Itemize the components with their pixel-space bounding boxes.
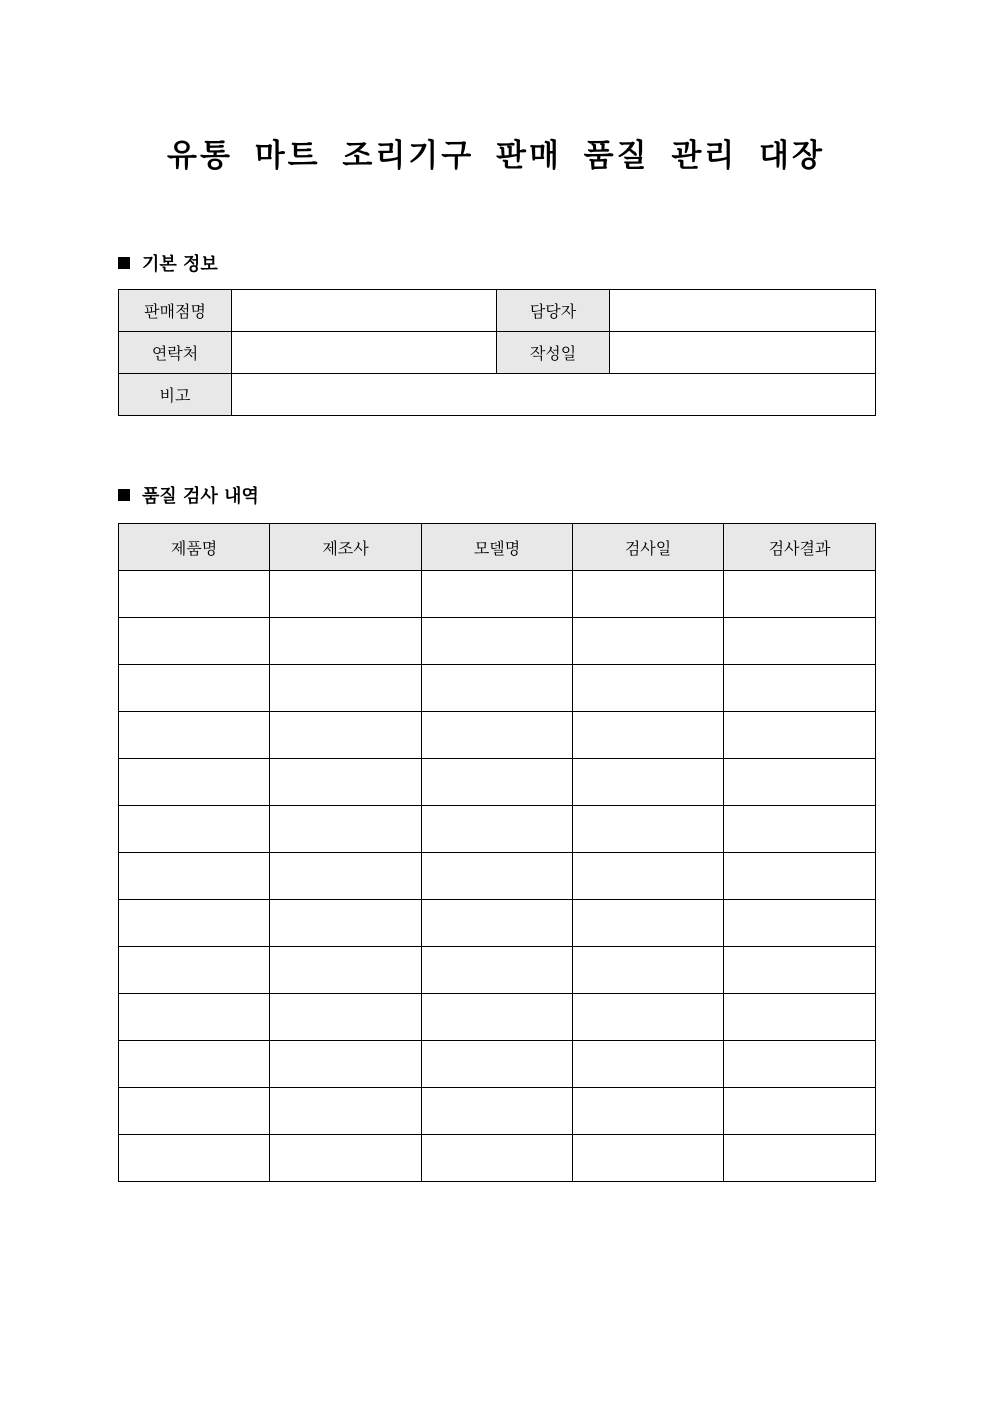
quality-table-body (119, 571, 876, 1182)
quality-heading: 품질 검사 내역 (142, 486, 259, 507)
inspection-result-cell[interactable] (724, 853, 876, 900)
product-name-cell[interactable] (119, 947, 270, 994)
product-name-cell[interactable] (119, 571, 270, 618)
table-row (119, 1041, 876, 1088)
inspection-result-cell[interactable] (724, 571, 876, 618)
inspection-result-cell[interactable] (724, 1135, 876, 1182)
inspection-date-cell[interactable] (573, 665, 724, 712)
inspection-date-cell[interactable] (573, 853, 724, 900)
inspection-date-cell[interactable] (573, 618, 724, 665)
manufacturer-cell[interactable] (270, 1135, 422, 1182)
model-name-cell[interactable] (422, 759, 573, 806)
inspection-date-cell[interactable] (573, 712, 724, 759)
model-name-cell[interactable] (422, 1088, 573, 1135)
inspection-result-cell[interactable] (724, 1041, 876, 1088)
column-header-manufacturer: 제조사 (270, 524, 422, 571)
inspection-result-cell[interactable] (724, 1088, 876, 1135)
product-name-cell[interactable] (119, 1041, 270, 1088)
manufacturer-cell[interactable] (270, 759, 422, 806)
column-header-model-name: 모델명 (422, 524, 573, 571)
table-row (119, 1088, 876, 1135)
product-name-cell[interactable] (119, 759, 270, 806)
contact-field[interactable] (232, 332, 497, 374)
product-name-cell[interactable] (119, 806, 270, 853)
manufacturer-cell[interactable] (270, 900, 422, 947)
basic-info-row (119, 290, 876, 332)
inspection-result-cell[interactable] (724, 994, 876, 1041)
table-row (119, 853, 876, 900)
model-name-cell[interactable] (422, 618, 573, 665)
product-name-cell[interactable] (119, 900, 270, 947)
inspection-result-cell[interactable] (724, 665, 876, 712)
inspection-date-cell[interactable] (573, 994, 724, 1041)
product-name-cell[interactable] (119, 1135, 270, 1182)
manufacturer-cell[interactable] (270, 665, 422, 712)
manufacturer-cell[interactable] (270, 806, 422, 853)
product-name-cell[interactable] (119, 665, 270, 712)
table-row (119, 806, 876, 853)
table-row (119, 900, 876, 947)
model-name-cell[interactable] (422, 665, 573, 712)
remarks-label: 비고 (119, 374, 232, 416)
inspection-date-cell[interactable] (573, 806, 724, 853)
table-row (119, 994, 876, 1041)
square-bullet-icon (118, 489, 130, 501)
table-row (119, 665, 876, 712)
model-name-cell[interactable] (422, 947, 573, 994)
manufacturer-cell[interactable] (270, 1088, 422, 1135)
quality-section-title (118, 485, 259, 509)
column-header-product-name: 제품명 (119, 524, 270, 571)
table-row (119, 759, 876, 806)
inspection-date-cell[interactable] (573, 759, 724, 806)
inspection-result-cell[interactable] (724, 947, 876, 994)
inspection-result-cell[interactable] (724, 712, 876, 759)
inspection-result-cell[interactable] (724, 900, 876, 947)
manufacturer-cell[interactable] (270, 571, 422, 618)
model-name-cell[interactable] (422, 994, 573, 1041)
document-title: 유통 마트 조리기구 판매 품질 관리 대장 (167, 138, 825, 174)
manufacturer-cell[interactable] (270, 853, 422, 900)
store-name-field[interactable] (232, 290, 497, 332)
contact-label: 연락처 (119, 332, 232, 374)
quality-inspection-table (118, 523, 876, 1182)
inspection-result-cell[interactable] (724, 806, 876, 853)
store-name-label: 판매점명 (119, 290, 232, 332)
model-name-cell[interactable] (422, 571, 573, 618)
basic-info-row (119, 332, 876, 374)
inspection-date-cell[interactable] (573, 1135, 724, 1182)
inspection-result-cell[interactable] (724, 618, 876, 665)
model-name-cell[interactable] (422, 1041, 573, 1088)
manager-label: 담당자 (497, 290, 610, 332)
table-row (119, 712, 876, 759)
manufacturer-cell[interactable] (270, 1041, 422, 1088)
model-name-cell[interactable] (422, 900, 573, 947)
manufacturer-cell[interactable] (270, 618, 422, 665)
inspection-date-cell[interactable] (573, 1088, 724, 1135)
date-written-field[interactable] (610, 332, 876, 374)
manufacturer-cell[interactable] (270, 994, 422, 1041)
inspection-date-cell[interactable] (573, 571, 724, 618)
product-name-cell[interactable] (119, 712, 270, 759)
basic-info-table (118, 289, 876, 416)
table-row (119, 947, 876, 994)
table-row (119, 618, 876, 665)
quality-header-row (119, 524, 876, 571)
manager-field[interactable] (610, 290, 876, 332)
model-name-cell[interactable] (422, 806, 573, 853)
column-header-inspection-result: 검사결과 (724, 524, 876, 571)
basic-info-section-title (118, 253, 218, 277)
product-name-cell[interactable] (119, 618, 270, 665)
date-written-label: 작성일 (497, 332, 610, 374)
column-header-inspection-date: 검사일 (573, 524, 724, 571)
manufacturer-cell[interactable] (270, 947, 422, 994)
table-row (119, 571, 876, 618)
inspection-date-cell[interactable] (573, 900, 724, 947)
inspection-result-cell[interactable] (724, 759, 876, 806)
product-name-cell[interactable] (119, 994, 270, 1041)
basic-info-heading: 기본 정보 (142, 254, 218, 275)
basic-info-row (119, 374, 876, 416)
inspection-date-cell[interactable] (573, 947, 724, 994)
model-name-cell[interactable] (422, 1135, 573, 1182)
manufacturer-cell[interactable] (270, 712, 422, 759)
product-name-cell[interactable] (119, 853, 270, 900)
model-name-cell[interactable] (422, 853, 573, 900)
inspection-date-cell[interactable] (573, 1041, 724, 1088)
product-name-cell[interactable] (119, 1088, 270, 1135)
remarks-field[interactable] (232, 374, 876, 416)
table-row (119, 1135, 876, 1182)
model-name-cell[interactable] (422, 712, 573, 759)
square-bullet-icon (118, 257, 130, 269)
